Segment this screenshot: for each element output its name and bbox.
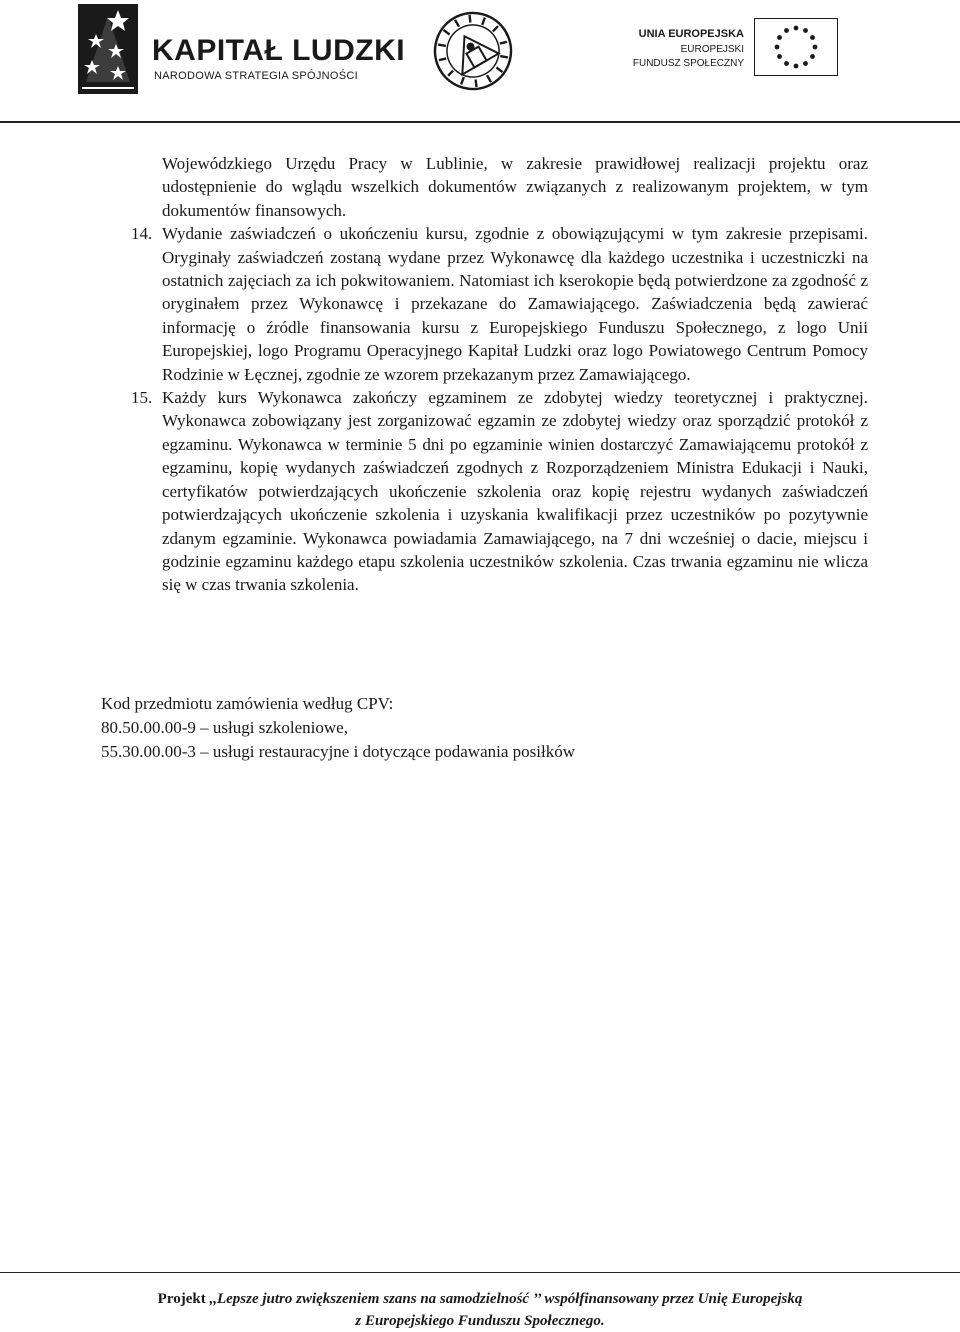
continuation-paragraph: Wojewódzkiego Urzędu Pracy w Lublinie, w zakresie prawidłowej realizacji projektu oraz udostępnienie do wglądu wszelkich dokumentów związanych z realizowanym projektem, w tym dokumentów finansowych.	[162, 154, 868, 220]
page-footer	[0, 1288, 960, 1332]
kapital-ludzki-title: KAPITAŁ LUDZKI	[152, 34, 406, 67]
footer-projekt-label: Projekt	[157, 1291, 206, 1307]
eu-logo-line-2: EUROPEJSKI	[680, 44, 744, 55]
cpv-heading: Kod przedmiotu zamówienia według CPV:	[101, 694, 394, 713]
list-item-15	[98, 386, 868, 597]
list-item-15-text: Każdy kurs Wykonawca zakończy egzaminem ze zdobytej wiedzy teoretycznej i praktycznej. Wykonawca zobowiązany jest zorganizować egzamin ze zdobytej wiedzy oraz sporządzić protokół z egzaminu. Wykonawca w terminie 5 dni po egzaminie winien dostarczyć Zamawiającemu protokół z egzaminu, kopię wydanych zaświadczeń zgodnych z Rozporządzeniem Ministra Edukacji i Nauki, certyfikatów potwierdzających ukończenie szkolenia oraz kopię rejestru wydanych zaświadczeń potwierdzających ukończenie szkolenia i uzyskania kwalifikacji przez uczestników po pozytywnie zdanym egzaminie. Wykonawca powiadamia Zamawiającego, na 7 dni wcześniej o dacie, miejscu i godzinie egzaminu każdego etapu szkolenia uczestników szkolenia. Czas trwania egzaminu nie wlicza się w czas trwania szkolenia.	[162, 388, 868, 595]
header-divider	[0, 121, 960, 123]
eu-logo-line-3: FUNDUSZ SPOŁECZNY	[632, 58, 744, 69]
cpv-codes-section	[101, 692, 575, 763]
eu-flag-icon	[754, 18, 838, 76]
list-item-14	[98, 222, 868, 386]
cpv-line-2: 55.30.00.00-3 – usługi restauracyjne i dotyczące podawania posiłków	[101, 741, 575, 761]
page-header	[0, 0, 960, 122]
footer-cofinanced: współfinansowany przez Unię Europejską	[544, 1291, 803, 1307]
footer-line-2: z Europejskiego Funduszu Społecznego.	[355, 1313, 605, 1329]
kapital-ludzki-mark-icon	[78, 4, 138, 94]
kapital-ludzki-subtitle: NARODOWA STRATEGIA SPÓJNOŚCI	[154, 70, 358, 82]
list-item-14-number: 14.	[131, 224, 153, 244]
eu-logo-line-1: UNIA EUROPEJSKA	[638, 28, 744, 40]
footer-divider	[0, 1272, 960, 1273]
cpv-line-1: 80.50.00.00-9 – usługi szkoleniowe,	[101, 717, 348, 737]
list-item-14-text: Wydanie zaświadczeń o ukończeniu kursu, zgodnie z obowiązującymi w tym zakresie przepisami. Oryginały zaświadczeń zostaną wydane przez Wykonawcę dla każdego uczestnika i uczestniczki na ostatnich zajęciach za ich pokwitowaniem. Natomiast ich kserokopie będą potwierdzone za zgodność z oryginałem przez Wykonawcę i przekazane do Zamawiającego. Zaświadczenia będą zawierać informację o źródle finansowania kursu z Europejskiego Funduszu Społecznego, z logo Unii Europejskiej, logo Programu Operacyjnego Kapitał Ludzki oraz logo Powiatowego Centrum Pomocy Rodzinie w Łęcznej, zgodnie ze wzorem przekazanym przez Zamawiającego.	[162, 224, 868, 384]
document-body	[98, 152, 868, 597]
footer-line-1	[0, 1288, 960, 1310]
eu-social-fund-logo	[626, 18, 866, 78]
list-item-15-number: 15.	[131, 388, 153, 408]
kapital-ludzki-logo	[78, 4, 406, 98]
footer-project-title: ,,Lepsze jutro zwiększeniem szans na samodzielność ’’	[205, 1291, 545, 1307]
pcpr-seal-icon	[430, 6, 516, 96]
